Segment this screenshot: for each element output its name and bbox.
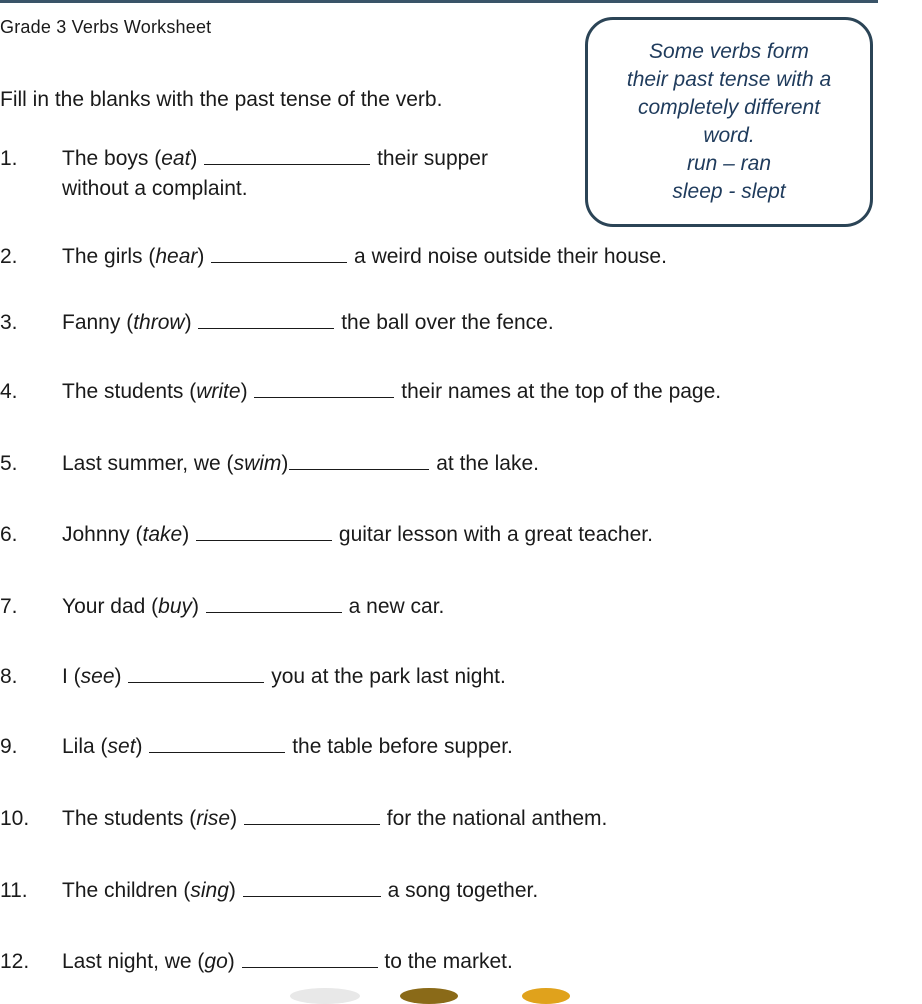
instructions: Fill in the blanks with the past tense of the verb. <box>0 88 443 111</box>
callout-box <box>585 17 873 227</box>
question-number: 5. <box>0 452 18 475</box>
question-text: The boys ( <box>62 147 162 170</box>
base-verb: see <box>80 665 115 688</box>
question-text: Your dad ( <box>62 595 159 618</box>
question-body <box>62 945 513 978</box>
answer-blank[interactable] <box>128 660 264 683</box>
question-text: The students ( <box>62 807 197 830</box>
question-text: ) <box>192 595 205 618</box>
question-number: 1. <box>0 147 18 170</box>
question-body <box>62 240 667 273</box>
question-body <box>62 660 506 693</box>
question-text: ) <box>190 147 204 170</box>
question-number: 6. <box>0 523 18 546</box>
question-text: ) <box>228 879 242 902</box>
question-number: 9. <box>0 735 18 758</box>
question-number: 3. <box>0 311 18 334</box>
answer-blank[interactable] <box>242 945 378 968</box>
decorative-shape <box>522 988 570 1004</box>
question-text: the ball over the fence. <box>335 311 554 334</box>
question-text: ) <box>197 245 211 268</box>
question-number: 10. <box>0 807 30 830</box>
question-text: you at the park last night. <box>265 665 506 688</box>
question-text: their supper <box>371 147 488 170</box>
base-verb: sing <box>190 879 229 902</box>
answer-blank[interactable] <box>149 730 285 753</box>
answer-blank[interactable] <box>244 802 380 825</box>
question-text: The children ( <box>62 879 191 902</box>
callout-line: completely different <box>637 96 821 119</box>
answer-blank[interactable] <box>254 375 394 398</box>
question-body <box>62 306 554 339</box>
worksheet-title: Grade 3 Verbs Worksheet <box>0 17 212 37</box>
question-text: a weird noise outside their house. <box>348 245 667 268</box>
question-body <box>62 518 653 551</box>
question-text: ) <box>281 452 289 475</box>
question-text: Fanny ( <box>62 311 134 334</box>
callout-line: Some verbs form <box>649 40 809 63</box>
question-text: ) <box>230 807 243 830</box>
question-text: The girls ( <box>62 245 156 268</box>
question-text: ) <box>114 665 128 688</box>
question-text: a song together. <box>381 879 539 902</box>
question-number: 4. <box>0 380 18 403</box>
question-body <box>62 802 607 835</box>
base-verb: rise <box>196 807 231 830</box>
question-text: I ( <box>62 665 81 688</box>
question-body <box>62 590 444 623</box>
answer-blank[interactable] <box>196 518 332 541</box>
question-text: guitar lesson with a great teacher. <box>333 523 653 546</box>
question-text: Lila ( <box>62 735 108 758</box>
question-text: ) <box>227 950 241 973</box>
callout-example: run – ran <box>686 152 772 175</box>
question-number: 12. <box>0 950 30 973</box>
answer-blank[interactable] <box>243 874 381 897</box>
question-text: Last summer, we ( <box>62 452 234 475</box>
question-text: to the market. <box>378 950 513 973</box>
base-verb: swim <box>233 452 282 475</box>
answer-blank[interactable] <box>206 590 342 613</box>
question-text: ) <box>184 311 198 334</box>
question-number: 7. <box>0 595 18 618</box>
question-body <box>62 730 513 763</box>
question-body <box>62 142 488 175</box>
question-text: ) <box>182 523 196 546</box>
base-verb: eat <box>161 147 191 170</box>
question-text: Last night, we ( <box>62 950 205 973</box>
callout-line: their past tense with a <box>626 68 832 91</box>
question-text: the table before supper. <box>286 735 513 758</box>
base-verb: take <box>142 523 183 546</box>
callout-line: word. <box>703 124 755 147</box>
base-verb: hear <box>155 245 198 268</box>
base-verb: go <box>204 950 228 973</box>
question-text: at the lake. <box>430 452 539 475</box>
question-text: for the national anthem. <box>380 807 608 830</box>
question-continuation: without a complaint. <box>62 177 248 200</box>
answer-blank[interactable] <box>204 142 370 165</box>
answer-blank[interactable] <box>211 240 347 263</box>
base-verb: set <box>107 735 136 758</box>
question-number: 8. <box>0 665 18 688</box>
decorative-shape <box>400 988 458 1004</box>
question-number: 11. <box>0 879 28 902</box>
question-text: ) <box>240 380 254 403</box>
question-number: 2. <box>0 245 18 268</box>
decorative-shape <box>290 988 360 1004</box>
question-text: Johnny ( <box>62 523 143 546</box>
question-text: The students ( <box>62 380 197 403</box>
answer-blank[interactable] <box>289 447 429 470</box>
question-body <box>62 375 721 408</box>
question-body <box>62 874 538 907</box>
base-verb: throw <box>133 311 185 334</box>
top-rule <box>0 0 878 3</box>
question-text: their names at the top of the page. <box>395 380 722 403</box>
question-text: ) <box>135 735 149 758</box>
question-body <box>62 447 539 480</box>
base-verb: write <box>196 380 241 403</box>
callout-example: sleep - slept <box>672 180 786 203</box>
base-verb: buy <box>158 595 192 618</box>
question-text: a new car. <box>342 595 445 618</box>
answer-blank[interactable] <box>198 306 334 329</box>
